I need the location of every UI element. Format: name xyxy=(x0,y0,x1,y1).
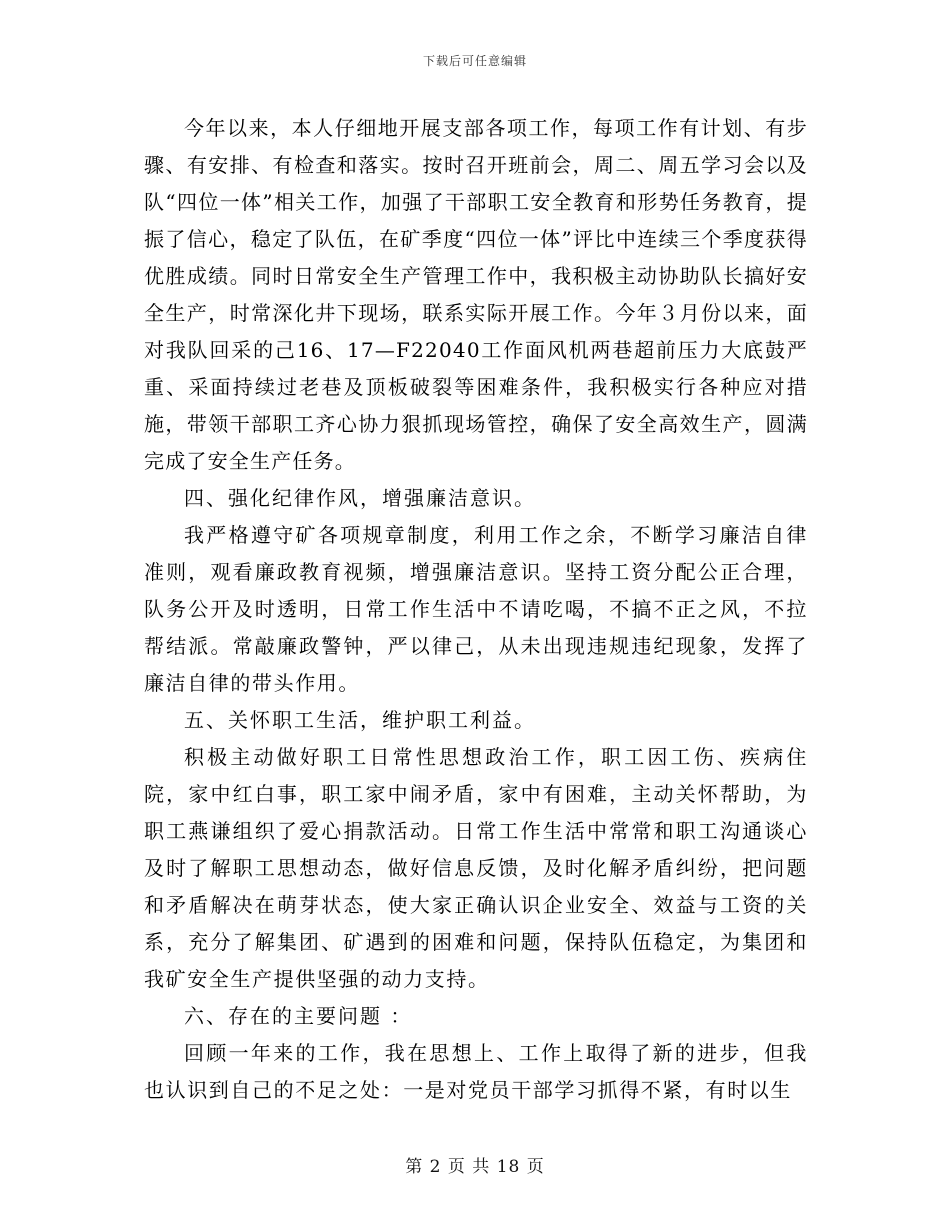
page-footer-number: 第 2 页 共 18 页 xyxy=(405,1157,545,1177)
paragraph-work-summary: 今年以来，本人仔细地开展支部各项工作，每项工作有计划、有步骤、有安排、有检查和落实。按时召开班前会，周二、周五学习会以及队“四位一体”相关工作，加强了干部职工安全教育和形势任务教育，提振了信心，稳定了队伍，在矿季度“四位一体”评比中连续三个季度获得优胜成绩。同时日常安全生产管理工作中，我积极主动协助队长搞好安全生产，时常深化井下现场，联系实际开展工作。今年３月份以来，面对我队回采的己16、17—F22040工作面风机两巷超前压力大底鼓严重、采面持续过老巷及顶板破裂等困难条件，我积极实行各种应对措施，带领干部职工齐心协力狠抓现场管控，确保了安全高效生产，圆满完成了安全生产任务。 xyxy=(144,116,808,473)
section-heading-discipline: 四、强化纪律作风，增强廉洁意识。 xyxy=(184,486,536,510)
paragraph-problems: 回顾一年来的工作，我在思想上、工作上取得了新的进步，但我也认识到自己的不足之处：一是对党员干部学习抓得不紧，有时以生 xyxy=(144,1041,808,1102)
section-heading-staff-care: 五、关怀职工生活，维护职工利益。 xyxy=(184,708,536,732)
paragraph-discipline: 我严格遵守矿各项规章制度，利用工作之余，不断学习廉洁自律准则，观看廉政教育视频，增强廉洁意识。坚持工资分配公正合理，队务公开及时透明，日常工作生活中不请吃喝，不搞不正之风，不拉帮结派。常敲廉政警钟，严以律己，从未出现违规违纪现象，发挥了廉洁自律的带头作用。 xyxy=(144,523,808,695)
paragraph-staff-care: 积极主动做好职工日常性思想政治工作，职工因工伤、疾病住院，家中红白事，职工家中闹矛盾，家中有困难，主动关怀帮助，为职工燕谦组织了爱心捐款活动。日常工作生活中常常和职工沟通谈心及时了解职工思想动态，做好信息反馈，及时化解矛盾纠纷，把问题和矛盾解决在萌芽状态，使大家正确认识企业安全、效益与工资的关系，充分了解集团、矿遇到的困难和问题，保持队伍稳定，为集团和我矿安全生产提供坚强的动力支持。 xyxy=(144,745,808,991)
document-body xyxy=(144,110,808,1109)
section-heading-problems: 六、存在的主要问题 ： xyxy=(184,1004,413,1028)
page-header-note: 下载后可任意编辑 xyxy=(422,54,527,68)
